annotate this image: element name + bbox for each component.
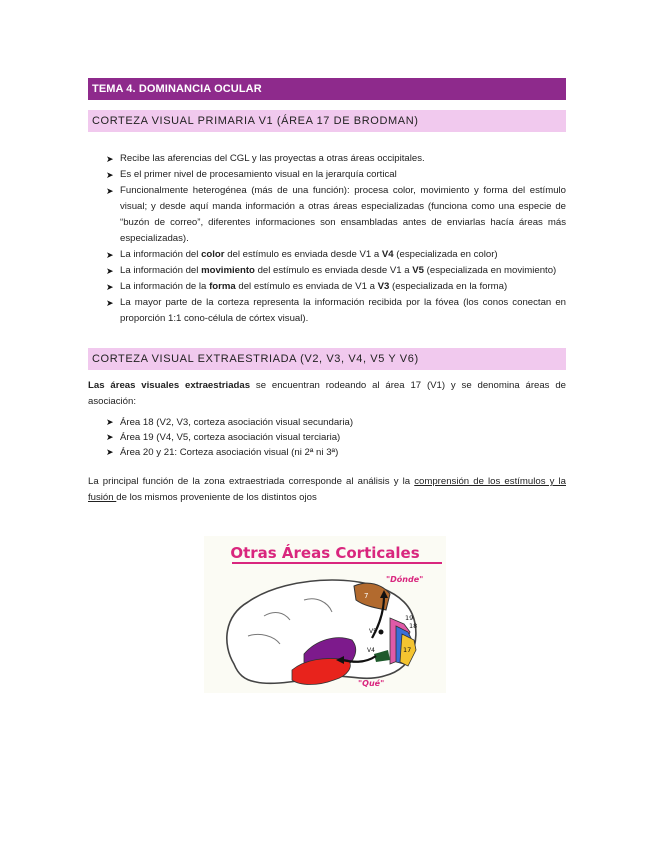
list-item: ➤ La mayor parte de la corteza representa la información recibida por la fóvea (los conos conectan en proporción 1:1 cono-célula de córtex visual). [106,297,566,324]
cortical-areas-figure [204,536,446,693]
list-item: ➤ Es el primer nivel de procesamiento visual en la jerarquía cortical [106,167,566,183]
brain-diagram [204,536,446,693]
list-item: ➤ Recibe las aferencias del CGL y las proyectas a otras áreas occipitales. [106,151,566,167]
arrow-bullet-icon: ➤ [106,186,114,196]
arrow-bullet-icon: ➤ [106,417,114,427]
list-item: ➤ La información de la forma del estímulo es enviada de V1 a V3 (especializada en la forma) [106,279,566,295]
list-item: ➤ Funcionalmente heterogénea (más de una función): procesa color, movimiento y forma del estímulo visual; y desde aquí manda información a otras áreas especializadas (funciona como una especie de “buzón de correo”, diferentes informaciones son ensambladas antes de enviarlas hacía áreas más especializadas). [106,185,566,244]
document-page [88,78,566,506]
arrow-bullet-icon: ➤ [106,432,114,442]
area-7-label: 7 [364,592,369,600]
section-subtitle-extraestriada: CORTEZA VISUAL EXTRAESTRIADA (V2, V3, V4, V5 Y V6) [88,348,566,370]
area-17-label: 17 [403,646,412,654]
list-item: ➤ La información del color del estímulo es enviada desde V1 a V4 (especializada en color) [106,247,566,263]
list-item: ➤ La información del movimiento del estímulo es enviada desde V1 a V5 (especializada en movimiento) [106,263,566,279]
arrow-bullet-icon: ➤ [106,298,114,308]
v5-label: V5 [369,628,377,635]
section-subtitle-v1: CORTEZA VISUAL PRIMARIA V1 (ÁREA 17 DE BRODMAN) [88,110,566,132]
list-item: ➤ Área 19 (V4, V5, corteza asociación visual terciaria) [106,432,341,443]
list-item: ➤ Área 18 (V2, V3, corteza asociación visual secundaria) [106,417,354,428]
arrow-bullet-icon: ➤ [106,447,114,457]
v5-marker [379,630,384,635]
arrow-bullet-icon: ➤ [106,154,114,164]
arrow-bullet-icon: ➤ [106,170,114,180]
extraestriada-list [88,415,566,460]
area-18-label: 18 [409,622,418,630]
que-label: "Qué" [358,679,385,688]
extraestriada-paragraph: La principal función de la zona extraestriada corresponde al análisis y la comprensión de los estímulos y la fusión de los mismos proveniente de los distintos ojos [88,476,566,503]
arrow-bullet-icon: ➤ [106,250,114,260]
list-item: ➤ Área 20 y 21: Corteza asociación visual (ni 2ª ni 3ª) [106,447,339,458]
v1-list [88,151,566,327]
section-title: TEMA 4. DOMINANCIA OCULAR [88,78,566,100]
arrow-bullet-icon: ➤ [106,266,114,276]
arrow-bullet-icon: ➤ [106,282,114,292]
extraestriada-intro: Las áreas visuales extraestriadas se encuentran rodeando al área 17 (V1) y se denomina áreas de asociación: [88,380,566,407]
area-19-label: 19 [405,614,414,622]
donde-label: "Dónde" [386,575,424,584]
figure-title: Otras Áreas Corticales [230,544,420,562]
v4-label: V4 [367,647,375,654]
